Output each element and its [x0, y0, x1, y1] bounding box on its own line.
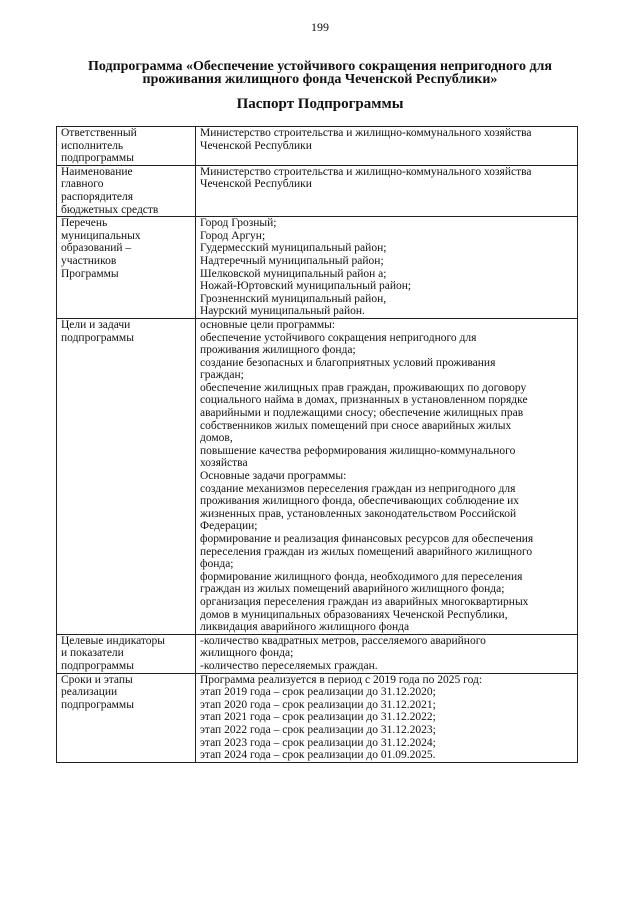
row-content-line: -количество квадратных метров, расселяемого аварийного — [200, 634, 486, 647]
row-label-line: Перечень — [61, 217, 108, 230]
row-content-line: собственников жилых помещений при сносе аварийных жилых — [200, 419, 512, 432]
row-content-line: хозяйства — [200, 457, 248, 470]
row-label-cell — [57, 318, 196, 634]
passport-table-body — [57, 127, 578, 763]
row-content-line: формирование жилищного фонда, необходимого для переселения — [200, 570, 523, 583]
row-content-cell — [196, 127, 578, 166]
row-content-line: этап 2019 года – срок реализации до 31.12.2020; — [200, 686, 436, 699]
row-content-line: этап 2021 года – срок реализации до 31.12.2022; — [200, 711, 436, 724]
row-content-line: Основные задачи программы: — [200, 470, 347, 483]
row-content-line: основные цели программы: — [200, 318, 336, 331]
table-row — [57, 165, 578, 216]
row-label-cell — [57, 673, 196, 762]
row-label-line: подпрограммы — [61, 659, 134, 672]
row-content-line: ликвидация аварийного жилищного фонда — [200, 621, 410, 634]
row-content-cell — [196, 217, 578, 319]
row-content-line: фонда; — [200, 558, 234, 571]
row-content-cell — [196, 634, 578, 673]
row-label-line: Наименование — [61, 165, 133, 178]
row-content-line: формирование и реализация финансовых ресурсов для обеспечения — [200, 533, 534, 545]
row-content-line: Ножай-Юртовский муниципальный район; — [200, 280, 412, 293]
row-content-line: аварийными и подлежащими сносу; обеспечение жилищных прав — [200, 407, 524, 420]
row-content-line: обеспечение устойчивого сокращения непригодного для — [200, 331, 477, 344]
row-content-line: Федерации; — [200, 520, 258, 533]
row-content-line: переселения граждан из жилых помещений аварийного жилищного — [200, 545, 533, 558]
row-content-line: Шелковской муниципальный район а; — [200, 267, 387, 280]
row-label-line: подпрограммы — [61, 331, 134, 344]
row-content-line: Город Аргун; — [200, 229, 266, 242]
row-label-line: муниципальных — [61, 229, 141, 242]
title-line-2: проживания жилищного фонда Чеченской Республики» — [142, 72, 498, 87]
row-content-line: домов в муниципальных образованиях Чеченской Республики, — [200, 608, 508, 621]
row-content-line: Город Грозный; — [200, 217, 277, 230]
row-content-line: Грозненнский муниципальный район, — [200, 292, 387, 305]
row-label-cell — [57, 127, 196, 166]
row-label-line: Ответственный — [61, 127, 137, 139]
row-content-cell — [196, 673, 578, 762]
row-label-line: Программы — [61, 267, 119, 280]
row-content-line: повышение качества реформирования жилищно-коммунального — [200, 444, 516, 457]
row-label-line: реализации — [61, 686, 118, 699]
document-title — [60, 60, 580, 86]
title-line-1: Подпрограмма «Обеспечение устойчивого сокращения непригодного для — [88, 59, 552, 74]
row-content-line: жизненных прав, установленных законодательством Российской — [200, 507, 517, 520]
row-label-line: Целевые индикаторы — [61, 634, 166, 647]
row-label-line: исполнитель — [61, 139, 124, 152]
document-subtitle: Паспорт Подпрограммы — [236, 96, 404, 112]
table-row — [57, 217, 578, 319]
row-label-line: главного — [61, 178, 104, 191]
row-label-cell — [57, 165, 196, 216]
row-label-line: и показатели — [61, 647, 124, 660]
row-label-line: Сроки и этапы — [61, 673, 133, 686]
row-label-line: подпрограммы — [61, 152, 134, 165]
table-row — [57, 673, 578, 762]
row-label-line: образований – — [61, 242, 132, 255]
table-row — [57, 634, 578, 673]
row-content-line: Наурский муниципальный район. — [200, 305, 365, 318]
row-content-line: Министерство строительства и жилищно-коммунального хозяйства — [200, 127, 532, 139]
row-content-line: граждан из жилых помещений аварийного жилищного фонда; — [200, 583, 505, 596]
row-content-line: этап 2020 года – срок реализации до 31.12.2021; — [200, 698, 436, 711]
row-content-cell — [196, 165, 578, 216]
row-content-line: этап 2023 года – срок реализации до 31.12.2024; — [200, 736, 436, 749]
row-label-line: распорядителя — [61, 190, 134, 203]
row-label-cell — [57, 634, 196, 673]
page-number: 199 — [311, 20, 329, 34]
passport-table — [56, 126, 578, 763]
row-content-line: социального найма в домах, признанных в установленном порядке — [200, 394, 528, 407]
table-row — [57, 127, 578, 166]
row-label-line: бюджетных средств — [61, 203, 159, 216]
row-content-line: создание безопасных и благоприятных условий проживания — [200, 356, 496, 369]
row-label-line: Цели и задачи — [61, 318, 131, 331]
row-content-line: Министерство строительства и жилищно-коммунального хозяйства — [200, 165, 532, 178]
row-content-line: домов, — [200, 432, 233, 445]
row-content-line: этап 2024 года – срок реализации до 01.09.2025. — [200, 749, 436, 762]
row-content-line: проживания жилищного фонда, обеспечивающих соблюдение их — [200, 495, 519, 508]
row-content-line: граждан; — [200, 369, 244, 382]
row-label-line: участников — [61, 254, 117, 267]
row-content-line: обеспечение жилищных прав граждан, проживающих по договору — [200, 381, 527, 394]
row-content-line: Чеченской Республики — [200, 139, 312, 152]
row-content-line: организация переселения граждан из аварийных многоквартирных — [200, 595, 529, 608]
row-content-line: Гудермесский муниципальный район; — [200, 242, 387, 255]
table-row — [57, 318, 578, 634]
row-content-line: этап 2022 года – срок реализации до 31.12.2023; — [200, 723, 436, 736]
row-content-cell — [196, 318, 578, 634]
row-content-line: Чеченской Республики — [200, 178, 312, 191]
row-label-cell — [57, 217, 196, 319]
row-content-line: -количество переселяемых граждан. — [200, 659, 378, 672]
row-content-line: Программа реализуется в период с 2019 года по 2025 год: — [200, 673, 483, 686]
row-content-line: жилищного фонда; — [200, 647, 294, 660]
row-content-line: Надтеречный муниципальный район; — [200, 254, 384, 267]
row-label-line: подпрограммы — [61, 698, 134, 711]
row-content-line: создание механизмов переселения граждан из непригодного для — [200, 482, 516, 495]
row-content-line: проживания жилищного фонда; — [200, 344, 356, 357]
